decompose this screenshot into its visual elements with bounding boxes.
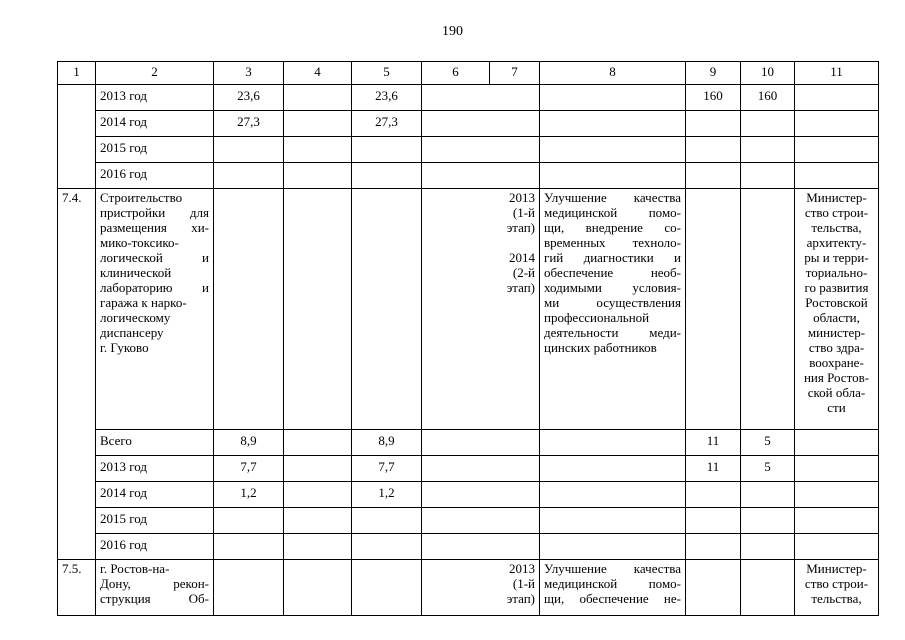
cell-total: [214, 163, 284, 189]
col-header-5: 5: [352, 62, 422, 85]
cell-executor: [795, 534, 879, 560]
cell-goal: [540, 163, 686, 189]
cell-indicator-9: [686, 111, 741, 137]
executor-line: воохране-: [809, 355, 864, 370]
goal-line: Улучшение качества: [544, 190, 681, 205]
page-number: 190: [442, 24, 463, 39]
cell-regional: [352, 163, 422, 189]
executor-line: ской обла-: [807, 385, 866, 400]
item-number: 7.5.: [58, 560, 96, 616]
cell-indicator-10: 160: [741, 85, 795, 111]
executor-line: ство строи-: [804, 205, 869, 220]
cell-regional: 27,3: [352, 111, 422, 137]
cell-indicator-10: [741, 534, 795, 560]
cell-indicator-10: [741, 560, 795, 616]
executor-line: области,: [813, 310, 860, 325]
row-label: 2016 год: [96, 534, 214, 560]
item-name-line: мико-токсико-: [100, 235, 179, 250]
goal-line: временных техноло-: [544, 235, 681, 250]
col-header-3: 3: [214, 62, 284, 85]
executor-line: го развития: [804, 280, 869, 295]
item-name-line: гаража к нарко-: [100, 295, 187, 310]
cell-executor: [795, 85, 879, 111]
row-label: 2015 год: [96, 137, 214, 163]
cell-local: [422, 163, 540, 189]
item-executor: [795, 560, 879, 616]
executor-line: Министер-: [806, 561, 867, 576]
cell-executor: [795, 456, 879, 482]
table-row: [58, 456, 879, 482]
period-line: этап): [506, 591, 535, 606]
cell-goal: [540, 534, 686, 560]
item-name-line: логической и: [100, 250, 209, 265]
row-label: Всего: [96, 430, 214, 456]
cell-total: 7,7: [214, 456, 284, 482]
cell-federal: [284, 456, 352, 482]
cell-federal: [284, 560, 352, 616]
col-header-11: 11: [795, 62, 879, 85]
executor-line: тельства,: [811, 220, 862, 235]
executor-line: тельства,: [811, 591, 862, 606]
period-line: 2014: [509, 250, 535, 265]
cell-indicator-9: [686, 482, 741, 508]
cell-executor: [795, 137, 879, 163]
item-number: 7.4.: [58, 189, 96, 560]
cell-regional: 1,2: [352, 482, 422, 508]
cell-regional: 7,7: [352, 456, 422, 482]
col-header-9: 9: [686, 62, 741, 85]
period-line: (1-й: [512, 576, 535, 591]
cell-executor: [795, 482, 879, 508]
item-name-line: Строительство: [100, 190, 183, 205]
table-row: [58, 534, 879, 560]
cell-indicator-10: 5: [741, 456, 795, 482]
cell-total: 27,3: [214, 111, 284, 137]
cell-executor: [795, 508, 879, 534]
item-period: [422, 560, 540, 616]
cell-goal: [540, 456, 686, 482]
goal-line: медицинской помо-: [544, 576, 681, 591]
item-name: [96, 560, 214, 616]
cell-indicator-10: [741, 189, 795, 430]
cell-indicator-9: 160: [686, 85, 741, 111]
period-line: этап): [506, 220, 535, 235]
row-label: 2014 год: [96, 482, 214, 508]
table-row: [58, 430, 879, 456]
executor-line: ториально-: [805, 265, 868, 280]
cell-local: [422, 137, 540, 163]
cell-indicator-9: [686, 560, 741, 616]
cell-indicator-9: [686, 137, 741, 163]
col-header-2: 2: [96, 62, 214, 85]
executor-line: министер-: [807, 325, 866, 340]
cell-regional: [352, 137, 422, 163]
cell-local: [422, 430, 540, 456]
goal-line: щи, внедрение со-: [544, 220, 681, 235]
cell-indicator-10: [741, 482, 795, 508]
item-name-line: пристройки для: [100, 205, 209, 220]
cell-indicator-10: [741, 111, 795, 137]
cell-indicator-10: [741, 508, 795, 534]
table-row: [58, 482, 879, 508]
executor-line: ство строи-: [804, 576, 869, 591]
goal-line: деятельности меди-: [544, 325, 681, 340]
cell-local: [422, 482, 540, 508]
cell-indicator-9: 11: [686, 456, 741, 482]
col-header-8: 8: [540, 62, 686, 85]
item-number-cell: [58, 111, 96, 189]
goal-line: Улучшение качества: [544, 561, 681, 576]
item-name-line: струкция Об-: [100, 591, 209, 606]
cell-indicator-10: [741, 137, 795, 163]
executor-line: ры и терри-: [804, 250, 869, 265]
cell-federal: [284, 111, 352, 137]
cell-total: [214, 560, 284, 616]
goal-line: цинских работников: [544, 340, 657, 355]
row-label: 2015 год: [96, 508, 214, 534]
cell-federal: [284, 430, 352, 456]
cell-goal: [540, 111, 686, 137]
cell-total: [214, 508, 284, 534]
cell-federal: [284, 137, 352, 163]
cell-total: [214, 137, 284, 163]
item-name: [96, 189, 214, 430]
cell-goal: [540, 508, 686, 534]
column-numbers-row: [58, 62, 879, 85]
goal-line: щи, обеспечение не-: [544, 591, 681, 606]
cell-executor: [795, 430, 879, 456]
cell-goal: [540, 482, 686, 508]
row-label: 2016 год: [96, 163, 214, 189]
goal-line: ходимыми условия-: [544, 280, 681, 295]
item-name-line: Дону, рекон-: [100, 576, 209, 591]
item-goal: [540, 189, 686, 430]
table-row: [58, 508, 879, 534]
cell-local: [422, 456, 540, 482]
cell-regional: 23,6: [352, 85, 422, 111]
cell-indicator-9: [686, 189, 741, 430]
cell-indicator-9: [686, 534, 741, 560]
executor-line: сти: [827, 400, 846, 415]
cell-goal: [540, 85, 686, 111]
period-line: (1-й: [512, 205, 535, 220]
cell-goal: [540, 430, 686, 456]
period-line: (2-й: [512, 265, 535, 280]
program-table: [57, 61, 879, 616]
cell-regional: [352, 508, 422, 534]
cell-regional: 8,9: [352, 430, 422, 456]
row-label: 2013 год: [96, 85, 214, 111]
cell-total: [214, 534, 284, 560]
cell-total: [214, 189, 284, 430]
item-7-4-row: [58, 189, 879, 430]
col-header-7: 7: [490, 62, 540, 85]
row-label: 2013 год: [96, 456, 214, 482]
item-name-line: диспансеру: [100, 325, 164, 340]
cell-goal: [540, 137, 686, 163]
executor-line: Ростовской: [805, 295, 868, 310]
executor-line: архитекту-: [806, 235, 867, 250]
row-label: 2014 год: [96, 111, 214, 137]
cell-indicator-10: 5: [741, 430, 795, 456]
cell-federal: [284, 85, 352, 111]
item-7-5-row: [58, 560, 879, 616]
item-name-line: размещения хи-: [100, 220, 209, 235]
goal-line: медицинской помо-: [544, 205, 681, 220]
cell-executor: [795, 163, 879, 189]
table-row: [58, 111, 879, 137]
col-header-4: 4: [284, 62, 352, 85]
executor-line: Министер-: [806, 190, 867, 205]
col-header-6: 6: [422, 62, 490, 85]
cell-local: [422, 508, 540, 534]
cell-federal: [284, 163, 352, 189]
cell-total: 1,2: [214, 482, 284, 508]
cell-local: [422, 111, 540, 137]
table-row: [58, 137, 879, 163]
cell-federal: [284, 189, 352, 430]
period-line: 2013: [509, 561, 535, 576]
cell-indicator-9: [686, 163, 741, 189]
cell-local: [422, 534, 540, 560]
col-header-10: 10: [741, 62, 795, 85]
item-name-line: лабораторию и: [100, 280, 209, 295]
goal-line: ми осуществления: [544, 295, 681, 310]
table-row: [58, 85, 879, 111]
cell-indicator-9: 11: [686, 430, 741, 456]
period-line: этап): [506, 280, 535, 295]
item-number-cell: [58, 85, 96, 111]
cell-regional: [352, 534, 422, 560]
cell-federal: [284, 534, 352, 560]
col-header-1: 1: [58, 62, 96, 85]
item-name-line: логическому: [100, 310, 171, 325]
item-name-line: г. Гуково: [100, 340, 149, 355]
cell-indicator-9: [686, 508, 741, 534]
period-line: 2013: [509, 190, 535, 205]
cell-total: 23,6: [214, 85, 284, 111]
period-spacer: [426, 235, 535, 250]
cell-federal: [284, 508, 352, 534]
executor-line: ство здра-: [808, 340, 865, 355]
item-goal: [540, 560, 686, 616]
goal-line: гий диагностики и: [544, 250, 681, 265]
item-name-line: клинической: [100, 265, 172, 280]
table-row: [58, 163, 879, 189]
item-name-line: г. Ростов-на-: [100, 561, 170, 576]
executor-line: ния Ростов-: [803, 370, 870, 385]
item-executor: [795, 189, 879, 430]
goal-line: обеспечение необ-: [544, 265, 681, 280]
cell-total: 8,9: [214, 430, 284, 456]
cell-indicator-10: [741, 163, 795, 189]
cell-federal: [284, 482, 352, 508]
cell-regional: [352, 189, 422, 430]
goal-line: профессиональной: [544, 310, 650, 325]
cell-regional: [352, 560, 422, 616]
cell-local: [422, 85, 540, 111]
item-period: [422, 189, 540, 430]
cell-executor: [795, 111, 879, 137]
